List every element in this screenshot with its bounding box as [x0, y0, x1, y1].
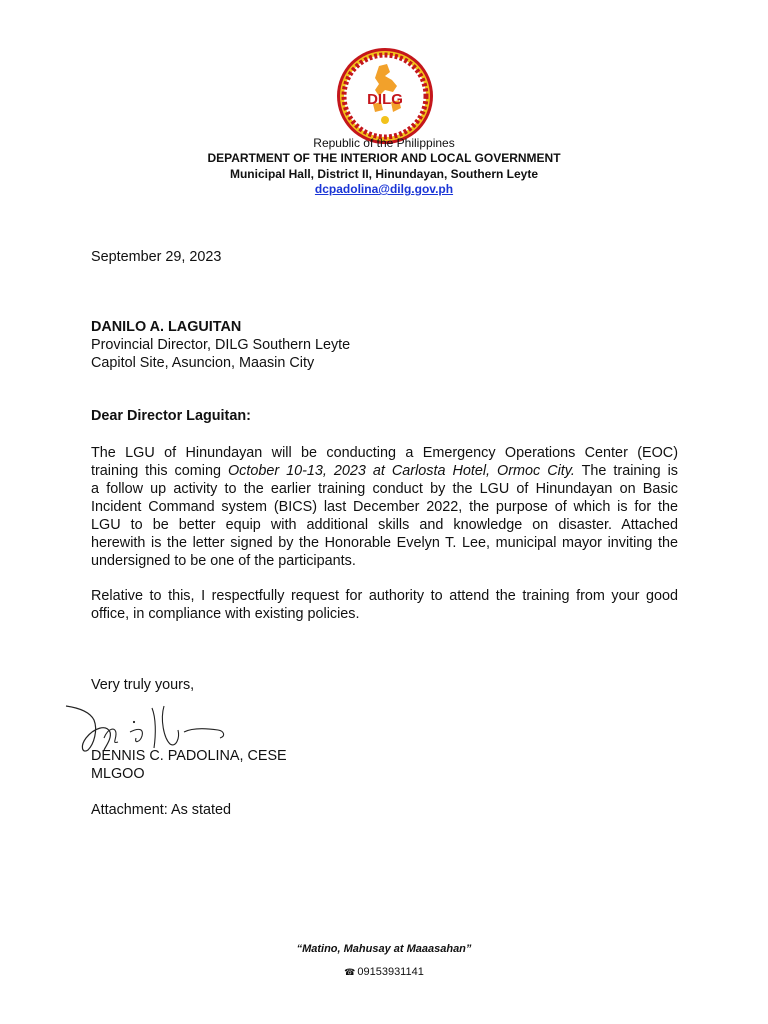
- paragraph-line: herewith is the letter signed by the Honorable Evelyn T. Lee, municipal mayor inviting the: [91, 535, 678, 551]
- dilg-seal-logo: [335, 46, 435, 146]
- addressee-address: Capitol Site, Asuncion, Maasin City: [91, 355, 315, 371]
- addressee-name: DANILO A. LAGUITAN: [91, 319, 242, 335]
- paragraph-line: [91, 462, 678, 480]
- seal-text: DILG: [367, 91, 403, 108]
- paragraph-text: training this coming: [91, 463, 228, 479]
- phone-number: 09153931141: [357, 966, 424, 978]
- phone-icon: ☎: [344, 967, 356, 977]
- salutation: Dear Director Laguitan:: [91, 408, 251, 424]
- attachment-note: Attachment: As stated: [91, 802, 231, 818]
- signer-position: MLGOO: [91, 766, 145, 782]
- paragraph-line: a follow up activity to the earlier training conduct by the LGU of Hinundayan on Basic: [91, 481, 678, 497]
- department-name: DEPARTMENT OF THE INTERIOR AND LOCAL GOVERNMENT: [207, 151, 561, 165]
- closing: Very truly yours,: [91, 677, 195, 693]
- paragraph-line: Incident Command system (BICS) last December 2022, the purpose of which is for the: [91, 499, 678, 515]
- body-paragraph-1: [91, 444, 678, 570]
- country-name: Republic of the Philippines: [313, 136, 455, 150]
- footer-phone: [0, 966, 768, 978]
- footer-motto: “Matino, Mahusay at Maaasahan”: [296, 943, 472, 955]
- paragraph-line: LGU to be better equip with additional skills and knowledge on disaster. Attached: [91, 517, 678, 533]
- body-paragraph-2: [91, 587, 678, 623]
- office-address: Municipal Hall, District II, Hinundayan, Southern Leyte: [229, 167, 539, 181]
- paragraph-line: The LGU of Hinundayan will be conducting a Emergency Operations Center (EOC): [91, 445, 678, 461]
- addressee-block: [91, 318, 678, 372]
- paragraph-line: undersigned to be one of the participants.: [91, 553, 356, 569]
- signer-block: [91, 747, 678, 783]
- letterhead: [0, 136, 768, 197]
- letter-date: September 29, 2023: [91, 249, 222, 265]
- email-link[interactable]: dcpadolina@dilg.gov.ph: [314, 182, 454, 196]
- paragraph-text: The training is: [574, 463, 678, 479]
- addressee-title: Provincial Director, DILG Southern Leyte: [91, 337, 351, 353]
- paragraph-line: office, in compliance with existing policies.: [91, 606, 360, 622]
- event-details: October 10-13, 2023 at Carlosta Hotel, Ormoc City.: [227, 463, 575, 479]
- paragraph-line: Relative to this, I respectfully request for authority to attend the training from your good: [91, 588, 678, 604]
- signer-name: DENNIS C. PADOLINA, CESE: [91, 748, 287, 764]
